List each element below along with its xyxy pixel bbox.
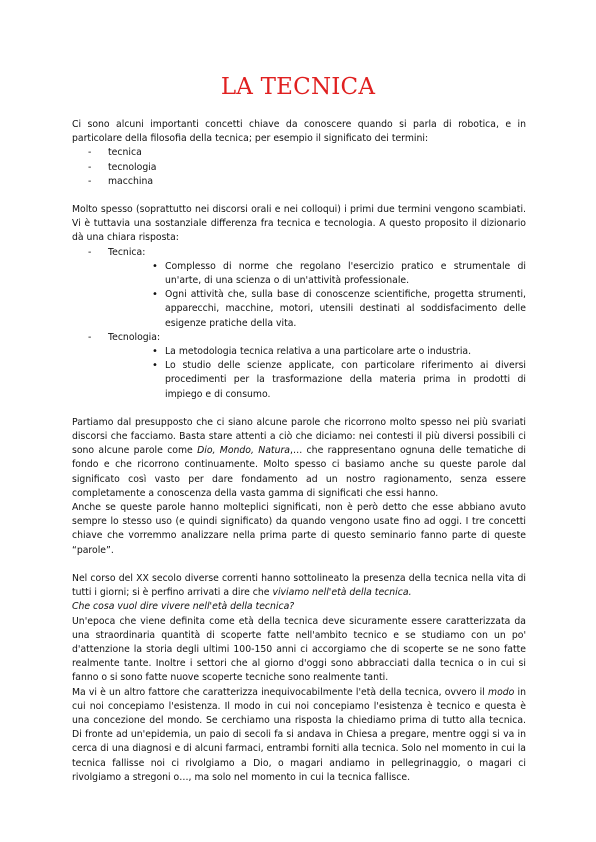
paragraph-xx-secolo	[72, 572, 526, 600]
text-run: ,… che rappresentano ognuna delle tematiche di fondo e che ricorrono continuamente. Molto spesso ci basiamo anche su queste parole dal significato così vasto per dare fondamento ad un nostro ragionamento, senza essere completamente a conoscenza della vasta gamma di significati che essi hanno.	[72, 445, 526, 499]
text-run: in cui noi concepiamo l'esistenza. Il modo in cui noi concepiamo l'esistenza è tecnico e questa è una concezione del mondo. Se cerchiamo una risposta la chiediamo prima di tutto alla tecnica. Di fronte ad un'epidemia, un paio di secoli fa si andava in Chiesa a pregare, mentre oggi si va in cerca di una diagnosi e di alcuni farmaci, entrambi forniti alla tecnica. Solo nel momento in cui la tecnica fallisse noi ci rivolgiamo a Dio, o magari andiamo in pellegrinaggio, o magari ci rivolgiamo a stregoni o…, ma solo nel momento in cui la tecnica fallisce.	[72, 686, 526, 783]
italic-phrase: viviamo nell'età della tecnica.	[272, 587, 412, 599]
definition-tecnologia	[72, 331, 526, 402]
intro-paragraph: Ci sono alcuni importanti concetti chiave da conoscere quando si parla di robotica, e in particolare della filosofia della tecnica; per esempio il significato dei termini:	[72, 119, 526, 145]
definitions-list	[72, 246, 526, 402]
list-item: • Ogni attività che, sulla base di conoscenze scientifiche, progetta strumenti, apparecchi, macchine, motori, utensili destinati al soddisfacimento delle esigenze pratiche della vita.	[152, 288, 526, 331]
definitions-intro: Molto spesso (soprattutto nei discorsi orali e nei colloqui) i primi due termini vengono scambiati. Vi è tuttavia una sostanziale differenza fra tecnica e tecnologia. A questo proposito il dizionario dà una chiara risposta:	[72, 204, 526, 244]
definition-tecnica	[72, 246, 526, 331]
document-body	[72, 118, 526, 785]
definition-term: Tecnica:	[108, 246, 146, 258]
list-item: • La metodologia tecnica relativa a una particolare arte o industria.	[152, 345, 526, 359]
definition-items	[108, 345, 526, 402]
list-item: • Complesso di norme che regolano l'esercizio pratico e strumentale di un'arte, di una scienza o di un'attività professionale.	[152, 260, 526, 288]
definition-term: Tecnologia:	[108, 331, 161, 343]
paragraph-parole	[72, 416, 526, 501]
list-item: • Lo studio delle scienze applicate, con particolare riferimento ai diversi procedimenti per la trasformazione della materia prima in prodotti di impiego e di consumo.	[152, 359, 526, 402]
text-run: Ma vi è un altro fattore che caratterizza inequivocabilmente l'età della tecnica, ovvero il	[72, 686, 489, 698]
paragraph-epoca: Un'epoca che viene definita come età della tecnica deve sicuramente essere caratterizzata da una straordinaria quantità di scoperte fatte nell'ambito tecnico e se studiamo con un po' d'attenzione la storia degli ultimi 100-150 anni ci accorgiamo che di scoperte se ne sono fatte realmente tante. Inoltre i settori che al giorno d'oggi sono abbracciati dalla tecnica o in cui si fanno o si sono fatte nuove scoperte tecniche sono realmente tanti.	[72, 615, 526, 684]
page-title: LA TECNICA	[220, 74, 376, 100]
text-run: Nel corso del XX secolo diverse correnti hanno sottolineato la presenza della tecnica nella vita di tutti i giorni; si è perfino arrivati a dire che	[72, 572, 526, 599]
terms-list	[72, 146, 526, 189]
italic-words: Dio, Mondo, Natura	[197, 445, 290, 457]
text-run: Partiamo dal presupposto che ci siano alcune parole che ricorrono molto spesso nei più svariati discorsi che facciamo. Basta stare attenti a ciò che diciamo: nei contesti il più diversi possibili ci sono alcune parole come	[72, 416, 526, 457]
paragraph-modo	[72, 686, 526, 785]
question-line: Che cosa vuol dire vivere nell'età della tecnica?	[72, 601, 295, 613]
list-item: - tecnica	[72, 146, 526, 160]
list-item: - tecnologia	[72, 161, 526, 175]
list-item: - macchina	[72, 175, 526, 189]
definition-items	[108, 260, 526, 331]
paragraph-significati: Anche se queste parole hanno molteplici significati, non è però detto che esse abbiano avuto sempre lo stesso uso (e quindi significato) da quando vengono usate fino ad oggi. I tre concetti chiave che vorremmo analizzare nella prima parte di questo seminario fanno parte di queste “parole”.	[72, 502, 526, 556]
italic-word: modo	[488, 686, 515, 698]
